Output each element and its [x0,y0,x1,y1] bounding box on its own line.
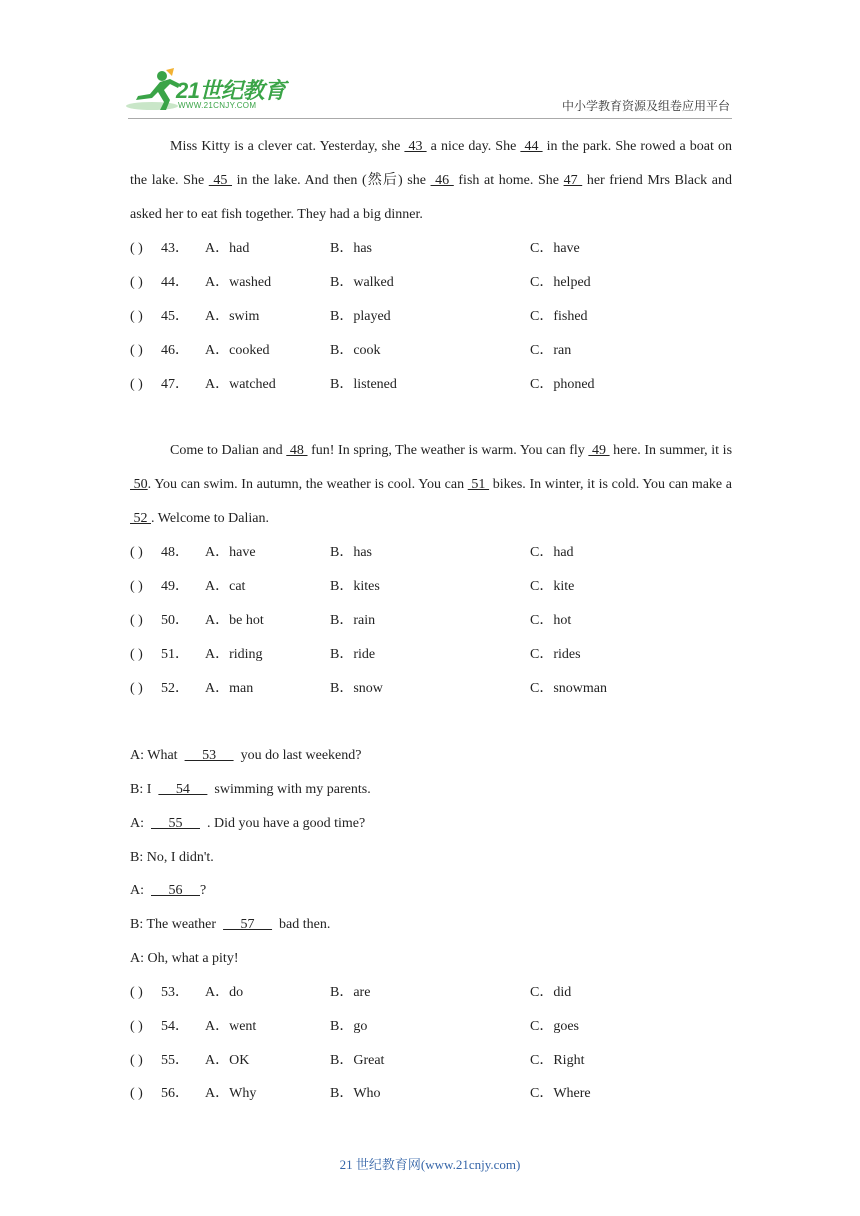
option-c: C．did [530,985,572,1000]
question-number: 46． [161,343,189,358]
option-b: B．rain [330,613,376,628]
blank-52: 52 [130,511,151,526]
blank-53: 53 [184,748,234,763]
option-c: C．kite [530,579,575,594]
answer-bracket: ( ) [130,985,143,1000]
option-c: C．Where [530,1086,591,1101]
option-c: C．rides [530,647,581,662]
header-platform-text: 中小学教育资源及组卷应用平台 [561,99,730,113]
option-c: C．goes [530,1019,579,1034]
blank-54: 54 [158,782,208,797]
blank-50: 50 [130,477,148,492]
option-c: C．helped [530,275,591,290]
option-a: A．went [205,1019,257,1034]
option-a: A．Why [205,1086,257,1101]
blank-49: 49 [588,443,610,458]
option-a: A．had [205,241,250,256]
option-b: B．go [330,1019,368,1034]
blank-57: 57 [223,917,273,932]
passage-2: Come to Dalian and 48 fun! In spring, The weather is warm. You can fly 49 here. In summer, it is 50. You can swim. In autumn, the weather is cool. You can 51 bikes. In winter, it is cold. You can make a 52 . Welcome to Dalian. [130,443,733,526]
dialogue-line: B: No, I didn't. [130,850,214,865]
option-b: B．has [330,545,372,560]
question-number: 44． [161,275,189,290]
answer-bracket: ( ) [130,241,143,256]
option-b: B．are [330,985,371,1000]
question-row [130,266,732,300]
option-a: A．do [205,985,244,1000]
question-number: 55． [161,1053,189,1068]
option-c: C．snowman [530,681,607,696]
option-a: A．be hot [205,613,264,628]
option-c: C．had [530,545,574,560]
question-row [130,976,732,1010]
question-number: 47． [161,377,189,392]
question-number: 48． [161,545,189,560]
option-c: C．Right [530,1053,585,1068]
option-b: B．snow [330,681,383,696]
blank-47: 47 [563,173,583,188]
dialogue-line: A: What 53 you do last weekend? [130,748,362,763]
question-row [130,300,732,334]
option-b: B．Great [330,1053,385,1068]
answer-bracket: ( ) [130,343,143,358]
option-a: A．swim [205,309,260,324]
question-row [130,334,732,368]
dialogue-line: B: I 54 swimming with my parents. [130,782,371,797]
blank-46: 46 [430,173,454,188]
question-row [130,232,732,266]
blank-44: 44 [520,139,543,154]
blank-48: 48 [286,443,308,458]
logo-text: 21世纪教育 [176,78,286,103]
option-a: A．have [205,545,256,560]
answer-bracket: ( ) [130,1053,143,1068]
question-row [130,604,732,638]
dialogue-line: A: Oh, what a pity! [130,951,239,966]
question-row [130,368,732,402]
option-a: A．man [205,681,254,696]
option-c: C．have [530,241,580,256]
option-c: C．hot [530,613,572,628]
option-a: A．washed [205,275,272,290]
option-b: B．walked [330,275,394,290]
question-row [130,1077,732,1111]
header-divider [128,118,732,119]
question-number: 54． [161,1019,189,1034]
footer-link[interactable]: 21 世纪教育网(www.21cnjy.com) [339,1157,521,1172]
option-c: C．fished [530,309,588,324]
question-row [130,570,732,604]
blank-51: 51 [467,477,490,492]
answer-bracket: ( ) [130,309,143,324]
option-a: A．cooked [205,343,270,358]
question-row [130,672,732,706]
question-row [130,536,732,570]
option-a: A．cat [205,579,246,594]
passage-1: Miss Kitty is a clever cat. Yesterday, she 43 a nice day. She 44 in the park. She rowed a boat on the lake. She 45 in the lake. And then (然后) she 46 fish at home. She 47 her friend Mrs Black and asked her to eat fish together. They had a big dinner. [130,139,733,222]
option-c: C．phoned [530,377,595,392]
question-number: 49． [161,579,189,594]
question-row [130,1044,732,1078]
dialogue-line: B: The weather 57 bad then. [130,917,331,932]
option-b: B．listened [330,377,397,392]
question-number: 50． [161,613,189,628]
answer-bracket: ( ) [130,275,143,290]
answer-bracket: ( ) [130,545,143,560]
answer-bracket: ( ) [130,579,143,594]
option-b: B．cook [330,343,381,358]
blank-43: 43 [404,139,427,154]
option-a: A．riding [205,647,263,662]
question-row [130,1010,732,1044]
answer-bracket: ( ) [130,647,143,662]
question-row [130,638,732,672]
blank-55: 55 [151,816,200,831]
blank-45: 45 [208,173,233,188]
question-number: 56． [161,1086,189,1101]
option-b: B．Who [330,1086,381,1101]
answer-bracket: ( ) [130,1086,143,1101]
answer-bracket: ( ) [130,377,143,392]
option-b: B．played [330,309,391,324]
question-number: 43． [161,241,189,256]
option-b: B．kites [330,579,380,594]
question-number: 51． [161,647,189,662]
question-number: 52． [161,681,189,696]
option-b: B．ride [330,647,376,662]
answer-bracket: ( ) [130,1019,143,1034]
answer-bracket: ( ) [130,613,143,628]
option-b: B．has [330,241,372,256]
option-c: C．ran [530,343,572,358]
answer-bracket: ( ) [130,681,143,696]
dialogue-line: A: 55 . Did you have a good time? [130,816,366,831]
question-number: 45． [161,309,189,324]
option-a: A．OK [205,1053,250,1068]
blank-56: 56 [151,883,200,898]
dialogue-line: A: 56 ? [130,883,207,898]
option-a: A．watched [205,377,276,392]
logo-url: WWW.21CNJY.COM [178,101,257,110]
question-number: 53． [161,985,189,1000]
